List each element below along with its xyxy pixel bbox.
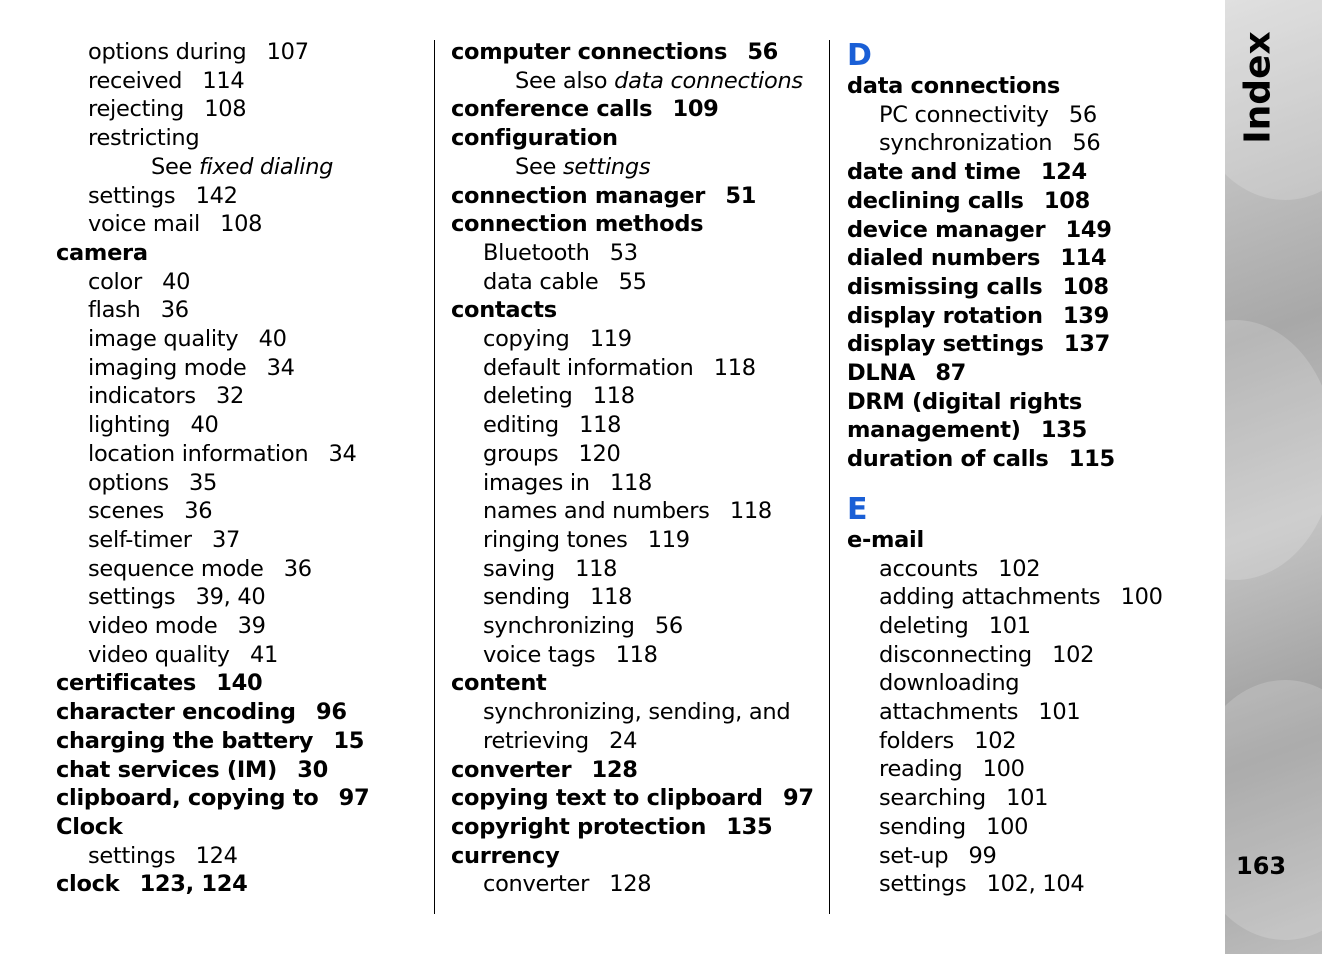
index-entry [451,813,821,842]
index-entry [451,210,821,239]
page-reference: 56 [747,39,779,65]
entry-term: adding attachments [879,584,1101,611]
entry-term: imaging mode [88,354,247,381]
entry-term: names and numbers [483,498,710,525]
entry-term: restricting [88,125,200,152]
index-entry [847,359,1207,388]
index-subentry [56,182,421,211]
entry-term: DLNA [847,360,916,387]
entry-term: synchronization [879,130,1053,157]
entry-term: options [88,469,169,496]
letter-heading: D [847,38,872,73]
index-entry [847,302,1207,331]
page-reference: 39 [237,613,266,640]
index-entry [451,182,821,211]
index-column-1 [56,38,421,899]
entry-term: connection manager [451,182,706,209]
page-reference: 118 [592,383,635,410]
entry-term: certificates [56,670,196,697]
page-reference: 51 [725,182,757,209]
entry-term: reading [879,756,963,783]
index-subentry [56,268,421,297]
index-entry [451,784,821,813]
index-entry [847,416,1207,445]
page-reference: 123, 124 [139,871,248,898]
page-reference: 108 [220,211,263,238]
entry-term: charging the battery [56,727,314,754]
entry-term: editing [483,412,559,439]
entry-term: conference calls [451,96,653,123]
index-subentry [56,210,421,239]
page-reference: 99 [968,842,997,869]
page-reference: 119 [647,526,690,553]
index-subentry [847,870,1207,899]
page-reference: 96 [315,699,347,726]
index-subentry [56,842,421,871]
index-subentry [451,325,821,354]
page-reference: 114 [1060,245,1107,272]
page-reference: 102, 104 [986,871,1085,898]
entry-term: set-up [879,842,949,869]
index-subentry [451,497,821,526]
page-reference: 108 [204,96,247,123]
page-reference: 100 [982,756,1025,783]
page-reference: 36 [184,498,213,525]
index-entry [56,784,421,813]
index-entry [451,95,821,124]
see-label: See [151,153,193,180]
index-subentry [451,526,821,555]
entry-term: indicators [88,383,196,410]
index-subentry [847,727,1207,756]
entry-term: synchronizing, sending, and [483,699,791,726]
entry-term: lighting [88,412,171,439]
page-reference: 32 [216,383,245,410]
column-divider [434,40,435,914]
entry-term: date and time [847,159,1021,186]
page-reference: 56 [654,613,683,640]
entry-term: deleting [879,612,969,639]
entry-term: sending [879,813,966,840]
index-subentry [847,842,1207,871]
index-entry [451,296,821,325]
reference-term: fixed dialing [198,153,334,180]
index-entry [847,445,1207,474]
page-reference: 118 [575,555,618,582]
entry-term: data connections [847,73,1061,99]
page-reference: 118 [579,412,622,439]
page-reference: 97 [338,785,370,812]
entry-term: scenes [88,498,164,525]
entry-term: currency [451,842,560,869]
page-reference: 40 [162,268,191,295]
entry-term: character encoding [56,699,296,726]
entry-term: dialed numbers [847,245,1041,272]
index-entry [847,273,1207,302]
entry-term: duration of calls [847,446,1049,473]
column-divider [829,40,830,914]
page-reference: 53 [609,239,638,266]
index-subentry [451,440,821,469]
page-reference: 119 [589,326,632,353]
index-column-2 [451,38,821,899]
page-reference: 118 [590,584,633,611]
index-entry [451,842,821,871]
page-reference: 135 [726,813,773,840]
entry-term: dismissing calls [847,273,1043,300]
page-reference: 15 [333,727,365,754]
page-reference: 118 [615,641,658,668]
page-reference: 36 [283,555,312,582]
page-reference: 137 [1063,331,1110,358]
index-subentry [847,641,1207,670]
index-subentry [451,698,821,727]
index-entry [56,813,421,842]
index-subentry [451,382,821,411]
index-subentry [56,526,421,555]
index-entry [56,239,421,268]
index-subentry [56,469,421,498]
index-subentry [847,698,1207,727]
cross-reference [451,153,821,182]
index-entry [451,38,821,67]
index-column-3 [847,38,1207,899]
page-reference: 142 [195,182,238,209]
see-label: See also [515,67,608,94]
entry-term: voice tags [483,641,596,668]
entry-term: management) [847,417,1021,444]
entry-term: sequence mode [88,555,264,582]
page-reference: 97 [782,785,814,812]
entry-term: contacts [451,297,557,324]
entry-term: clipboard, copying to [56,785,319,812]
index-subentry [56,382,421,411]
page-reference: 101 [1038,699,1081,726]
index-entry [847,526,1207,555]
page-reference: 118 [610,469,653,496]
index-subentry [451,268,821,297]
page-reference: 56 [1072,130,1101,157]
page-reference: 128 [591,756,638,783]
section-title [1228,31,1288,144]
index-subentry [451,555,821,584]
entry-term: deleting [483,383,573,410]
page-reference: 128 [609,871,652,898]
page-reference: 55 [618,268,647,295]
index-subentry [451,612,821,641]
entry-term: groups [483,440,559,467]
page-reference: 114 [202,67,245,94]
entry-term: content [451,670,547,697]
entry-term: voice mail [88,211,200,238]
entry-term: location information [88,440,309,467]
page-reference: 39, 40 [195,584,266,611]
reference-term: settings [562,153,651,180]
page-reference: 100 [1120,584,1163,611]
entry-term: copying text to clipboard [451,785,763,812]
entry-term: configuration [451,125,618,152]
entry-term: settings [88,182,176,209]
page-reference: 30 [297,756,328,783]
entry-term: searching [879,785,986,812]
entry-term: settings [88,842,176,869]
entry-term: clock [56,871,120,898]
index-entry [56,870,421,899]
entry-term: sending [483,584,570,611]
page-reference: 102 [998,555,1041,582]
index-subentry [847,813,1207,842]
entry-term: Bluetooth [483,239,590,266]
page-reference: 120 [578,440,621,467]
entry-term: color [88,268,142,295]
entry-term: connection methods [451,211,704,238]
page-reference: 37 [211,526,240,553]
page-reference: 135 [1040,417,1087,444]
index-subentry [56,583,421,612]
index-subentry [451,469,821,498]
index-subentry [56,411,421,440]
index-subentry [56,497,421,526]
index-subentry [451,411,821,440]
index-entry [451,669,821,698]
entry-term: copyright protection [451,813,707,840]
page-reference: 124 [195,842,238,869]
page-reference: 140 [216,670,263,697]
entry-term: self-timer [88,526,192,553]
page-reference: 87 [935,360,967,387]
page-reference: 118 [713,354,756,381]
entry-term: copying [483,326,570,353]
entry-term: declining calls [847,187,1024,214]
index-subentry [56,95,421,124]
entry-term: images in [483,469,590,496]
page-reference: 108 [1062,273,1109,300]
page-reference: 139 [1062,302,1109,329]
entry-term: disconnecting [879,641,1032,668]
page-reference: 102 [974,727,1017,754]
entry-term: video quality [88,641,230,668]
see-label: See [515,153,557,180]
page-reference: 56 [1068,101,1097,128]
entry-term: settings [88,584,176,611]
entry-term: retrieving [483,727,589,754]
entry-term: chat services (IM) [56,756,278,783]
index-subentry [56,555,421,584]
index-entry [847,244,1207,273]
page-reference: 109 [672,96,719,123]
section-title-text: Index [1237,31,1279,144]
index-subentry [451,727,821,756]
index-subentry [451,641,821,670]
entry-term: display settings [847,331,1044,358]
index-entry [451,124,821,153]
index-subentry [847,784,1207,813]
page-reference: 34 [266,354,295,381]
entry-term: attachments [879,699,1019,726]
entry-term: converter [451,756,572,783]
index-subentry [847,129,1207,158]
page-reference: 35 [189,469,218,496]
page-reference: 107 [266,39,309,65]
entry-term: ringing tones [483,526,628,553]
page-reference: 100 [986,813,1029,840]
page-reference: 34 [328,440,357,467]
page-reference: 101 [988,612,1031,639]
index-subentry [847,101,1207,130]
page-reference: 24 [609,727,638,754]
entry-term: Clock [56,813,123,840]
entry-term: image quality [88,326,239,353]
entry-term: default information [483,354,694,381]
index-subentry [56,612,421,641]
index-entry [56,669,421,698]
page-reference: 101 [1006,785,1049,812]
index-subentry [847,555,1207,584]
page-reference: 149 [1065,216,1112,243]
entry-term: computer connections [451,39,728,65]
entry-term: folders [879,727,954,754]
entry-term: rejecting [88,96,184,123]
index-subentry [56,440,421,469]
index-subentry [847,583,1207,612]
page-reference: 102 [1052,641,1095,668]
index-subentry [56,354,421,383]
index-subentry [56,641,421,670]
index-subentry [451,870,821,899]
cross-reference [451,67,821,96]
index-subentry [451,239,821,268]
entry-term: DRM (digital rights [847,388,1083,415]
entry-term: video mode [88,613,218,640]
index-entry [847,158,1207,187]
entry-term: camera [56,239,148,266]
page-reference: 118 [729,498,772,525]
index-entry [847,216,1207,245]
index-subentry [56,124,421,153]
entry-term: settings [879,871,967,898]
page-reference: 36 [160,297,189,324]
entry-term: converter [483,871,590,898]
page-number: 163 [1236,852,1287,880]
page-reference: 40 [190,412,219,439]
index-subentry [847,612,1207,641]
index-entry [847,72,1207,101]
page-reference: 108 [1043,187,1090,214]
page-reference: 115 [1068,446,1115,473]
index-entry [56,727,421,756]
index-subentry [847,755,1207,784]
page-reference: 40 [258,326,287,353]
index-subentry [56,38,421,67]
index-subentry [56,325,421,354]
entry-term: flash [88,297,141,324]
entry-term: accounts [879,555,978,582]
entry-term: PC connectivity [879,101,1049,128]
cross-reference [56,153,421,182]
reference-term: data connections [614,67,803,94]
index-subentry [56,296,421,325]
entry-term: data cable [483,268,599,295]
index-entry [847,330,1207,359]
entry-term: device manager [847,216,1046,243]
index-entry [56,698,421,727]
index-entry [847,388,1207,417]
letter-heading: E [847,491,868,527]
entry-term: synchronizing [483,613,635,640]
index-subentry [451,583,821,612]
index-entry [847,187,1207,216]
entry-term: downloading [879,670,1020,697]
index-subentry [847,669,1207,698]
index-subentry [56,67,421,96]
entry-term: saving [483,555,555,582]
entry-term: e-mail [847,526,924,553]
index-entry [451,756,821,785]
page-reference: 124 [1040,159,1087,186]
entry-term: options during [88,39,247,65]
index-subentry [451,354,821,383]
entry-term: received [88,67,183,94]
page-reference: 41 [249,641,278,668]
entry-term: display rotation [847,302,1043,329]
index-entry [56,756,421,785]
